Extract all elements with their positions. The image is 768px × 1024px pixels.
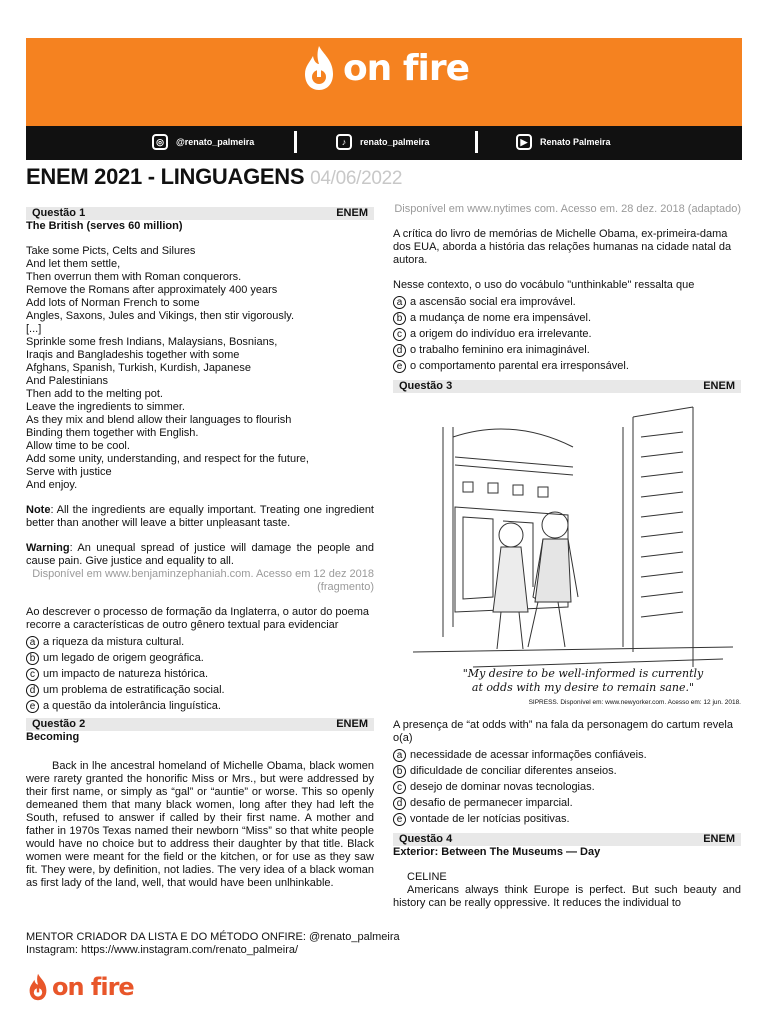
flame-icon <box>299 44 339 92</box>
option-b[interactable] <box>393 763 741 779</box>
option-a[interactable] <box>393 747 741 763</box>
option-e[interactable] <box>26 698 374 714</box>
poem-line: Leave the ingredients to simmer. <box>26 401 185 413</box>
divider <box>475 131 478 153</box>
question-2-subtitle: Becoming <box>26 731 80 743</box>
option-text: necessidade de acessar informações confiáveis. <box>410 748 647 761</box>
option-text: um impacto de natureza histórica. <box>43 667 209 680</box>
cartoon-drawing <box>393 397 741 709</box>
option-text: um problema de estratificação social. <box>43 683 225 696</box>
warning-paragraph <box>26 542 374 568</box>
script-text: Americans always think Europe is perfect. But such beauty and history can be really oppressive. It reduces the individual to <box>393 884 741 909</box>
exam-tag: ENEM <box>336 718 368 730</box>
option-text: a questão da intolerância linguística. <box>43 699 221 712</box>
warning-text: : An unequal spread of justice will damage the people and cause pain. Give justice and equality to all. <box>26 542 374 567</box>
poem-line: Afghans, Spanish, Turkish, Kurdish, Japanese <box>26 362 252 374</box>
option-text: o trabalho feminino era inimaginável. <box>410 343 590 356</box>
option-letter: a <box>393 296 406 309</box>
title-date: 04/06/2022 <box>310 168 403 189</box>
option-text: a mudança de nome era impensável. <box>410 311 591 324</box>
option-text: desejo de dominar novas tecnologias. <box>410 780 595 793</box>
poem-line: Allow time to be cool. <box>26 440 130 452</box>
youtube-handle: Renato Palmeira <box>540 137 611 147</box>
footer-mentor: MENTOR CRIADOR DA LISTA E DO MÉTODO ONFIRE: @renato_palmeira <box>26 931 400 943</box>
option-e[interactable] <box>393 811 741 827</box>
note-text: : All the ingredients are equally important. Treating one ingredient better than another will leave a bitter unpleasant taste. <box>26 504 374 529</box>
poem-line: Serve with justice <box>26 466 112 478</box>
poem-line: Then add to the melting pot. <box>26 388 163 400</box>
social-instagram[interactable] <box>152 134 254 150</box>
option-a[interactable] <box>393 294 741 310</box>
option-b[interactable] <box>393 310 741 326</box>
option-d[interactable] <box>393 342 741 358</box>
flame-icon <box>26 972 50 1002</box>
brand-name: on fire <box>342 47 470 89</box>
poem-line: Binding them together with English. <box>26 427 199 439</box>
option-letter: c <box>26 668 39 681</box>
option-a[interactable] <box>26 634 374 650</box>
question-prompt: Ao descrever o processo de formação da Inglaterra, o autor do poema recorre a características de outro gênero textual para evidenciar <box>26 606 370 631</box>
options-list <box>393 747 741 827</box>
option-text: dificuldade de conciliar diferentes anseios. <box>410 764 617 777</box>
caption-line: "My desire to be well-informed is currently <box>462 667 704 680</box>
header-banner <box>26 38 742 126</box>
option-letter: e <box>393 813 406 826</box>
poem-line: Angles, Saxons, Jules and Vikings, then stir vigorously. <box>26 310 295 322</box>
instagram-handle: @renato_palmeira <box>176 137 255 147</box>
question-intro: A crítica do livro de memórias de Michelle Obama, ex-primeira-dama dos EUA, aborda a história das relações humanas na cidade natal da autora. <box>393 228 732 266</box>
footer-logo <box>26 972 134 1002</box>
option-letter: b <box>393 312 406 325</box>
question-1-subtitle: The British (serves 60 million) <box>26 220 183 232</box>
title-text: ENEM 2021 - LINGUAGENS <box>26 164 305 189</box>
option-letter: e <box>393 360 406 373</box>
poem-line: Iraqis and Bangladeshis together with some <box>26 349 240 361</box>
question-4-subtitle: Exterior: Between The Museums — Day <box>393 846 601 858</box>
source-citation: Disponível em www.nytimes com. Acesso em. 28 dez. 2018 (adaptado) <box>394 203 741 215</box>
footer-instagram[interactable]: Instagram: https://www.instagram.com/renato_palmeira/ <box>26 944 299 956</box>
right-column <box>393 203 741 910</box>
social-youtube[interactable] <box>516 134 611 150</box>
tiktok-handle: renato_palmeira <box>360 137 430 147</box>
footer <box>26 931 400 957</box>
option-text: um legado de origem geográfica. <box>43 651 204 664</box>
options-list <box>26 634 374 714</box>
warning-label: Warning <box>26 542 70 554</box>
footer-brand-name: on fire <box>52 973 134 1001</box>
social-bar <box>26 126 742 160</box>
script-speaker: CELINE <box>407 871 447 883</box>
option-letter: e <box>26 700 39 713</box>
youtube-icon: ▶ <box>516 134 532 150</box>
exam-tag: ENEM <box>703 833 735 845</box>
question-4-header <box>393 833 741 846</box>
option-letter: c <box>393 328 406 341</box>
poem-line: [...] <box>26 323 42 335</box>
cartoon-credit: SIPRESS. Disponível em: www.newyorker.com. Acesso em: 12 jun. 2018. <box>528 699 741 706</box>
option-letter: a <box>393 749 406 762</box>
note-paragraph <box>26 504 374 530</box>
question-label: Questão 3 <box>399 380 453 392</box>
option-letter: b <box>393 765 406 778</box>
poem-line: And let them settle, <box>26 258 121 270</box>
option-letter: b <box>26 652 39 665</box>
source-citation: Disponível em www.benjaminzephaniah.com. Acesso em 12 dez 2018 (fragmento) <box>32 568 374 593</box>
question-label: Questão 4 <box>399 833 453 845</box>
poem-line: And Palestinians <box>26 375 108 387</box>
option-c[interactable] <box>393 779 741 795</box>
option-text: a riqueza da mistura cultural. <box>43 635 185 648</box>
brand-logo <box>26 44 742 92</box>
poem-line: And enjoy. <box>26 479 78 491</box>
question-prompt: Nesse contexto, o uso do vocábulo "unthinkable" ressalta que <box>393 279 695 291</box>
option-b[interactable] <box>26 650 374 666</box>
question-2-header <box>26 718 374 731</box>
option-text: desafio de permanecer imparcial. <box>410 796 573 809</box>
question-prompt: A presença de “at odds with” na fala da personagem do cartum revela o(a) <box>393 719 733 744</box>
question-label: Questão 1 <box>32 207 86 219</box>
poem-line: As they mix and blend allow their languages to flourish <box>26 414 292 426</box>
article-text: Back in lhe ancestral homeland of Michelle Obama, black women were rarety granted the honorific Miss or Mrs., but were addressed by their first name, or simply as “gal” or “auntie” or worse. This so openly demeaned them that many black women, long after they had left the South, refused to answer if called by their first name. A mother and father in 1970s Texas named their newborn “Miss” so that white people would have no choice but to address their daughter by that title. Black women were meant for the field or the kitchen, or for use as they saw fit. They were, by definition, not ladies. The very idea of a black woman as first lady of the land, well, that would have been unlhinkable. <box>26 760 374 889</box>
option-letter: c <box>393 781 406 794</box>
option-d[interactable] <box>26 682 374 698</box>
caption-line: at odds with my desire to remain sane." <box>471 681 695 694</box>
option-text: a ascensão social era improvável. <box>410 295 576 308</box>
poem <box>26 245 374 492</box>
option-c[interactable] <box>393 326 741 342</box>
tiktok-icon: ♪ <box>336 134 352 150</box>
option-letter: d <box>26 684 39 697</box>
question-label: Questão 2 <box>32 718 86 730</box>
poem-line: Add some unity, understanding, and respect for the future, <box>26 453 309 465</box>
divider <box>294 131 297 153</box>
option-letter: d <box>393 344 406 357</box>
question-3-header <box>393 380 741 393</box>
poem-line: Then overrun them with Roman conquerors. <box>26 271 242 283</box>
poem-line: Add lots of Norman French to some <box>26 297 200 309</box>
question-1-header <box>26 207 374 220</box>
cartoon-image <box>393 397 741 709</box>
social-tiktok[interactable] <box>336 134 430 150</box>
exam-tag: ENEM <box>703 380 735 392</box>
exam-tag: ENEM <box>336 207 368 219</box>
option-letter: d <box>393 797 406 810</box>
note-label: Note <box>26 504 51 516</box>
poem-line: Remove the Romans after approximately 400 years <box>26 284 278 296</box>
option-text: vontade de ler notícias positivas. <box>410 812 570 825</box>
option-text: a origem do indivíduo era irrelevante. <box>410 327 592 340</box>
left-column <box>26 207 374 890</box>
option-d[interactable] <box>393 795 741 811</box>
page-title <box>26 164 402 190</box>
cartoon-caption <box>433 667 733 695</box>
poem-line: Take some Picts, Celts and Silures <box>26 245 196 257</box>
option-text: o comportamento parental era irresponsável. <box>410 359 629 372</box>
options-list <box>393 294 741 374</box>
option-letter: a <box>26 636 39 649</box>
instagram-icon: ◎ <box>152 134 168 150</box>
option-c[interactable] <box>26 666 374 682</box>
poem-line: Sprinkle some fresh Indians, Malaysians, Bosnians, <box>26 336 278 348</box>
option-e[interactable] <box>393 358 741 374</box>
